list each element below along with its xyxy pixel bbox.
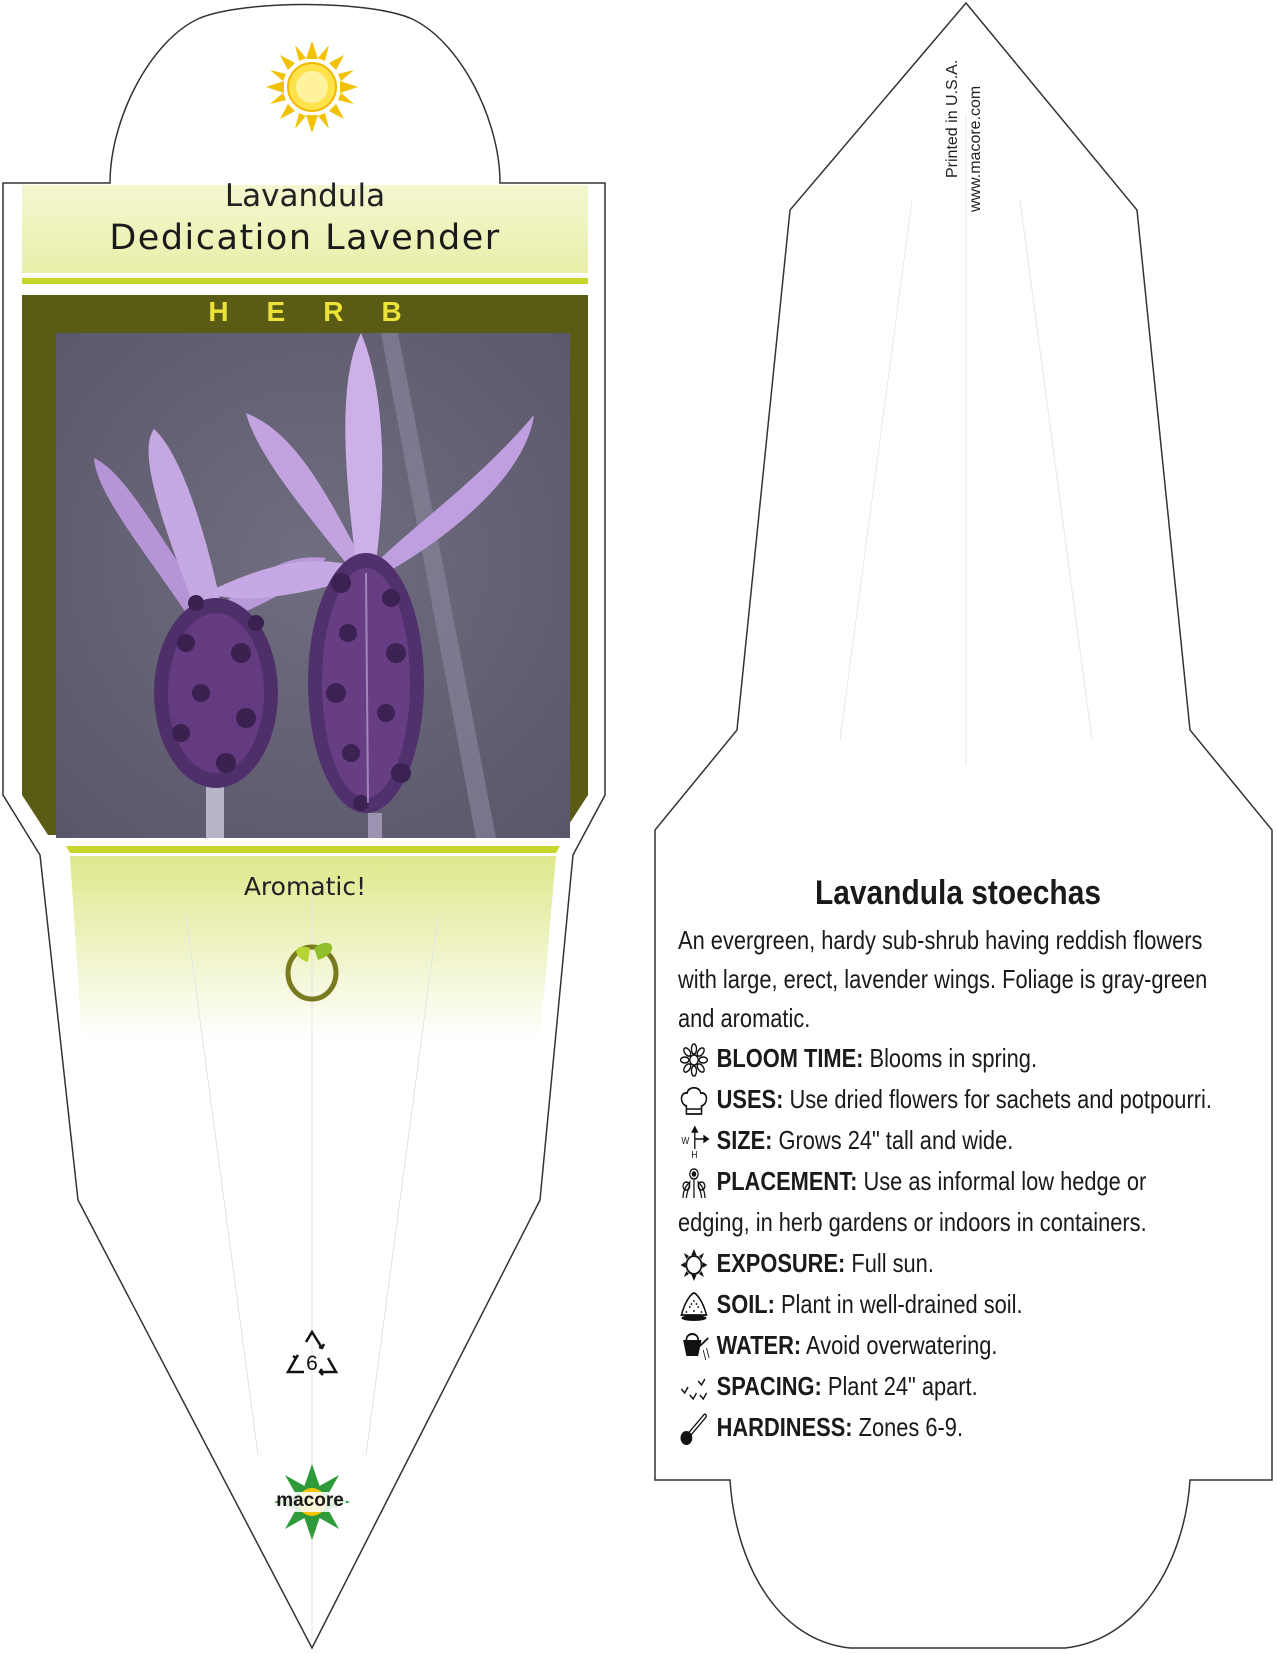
plant-category: HERB xyxy=(208,296,440,327)
brand-name: macore xyxy=(276,1490,344,1511)
thermometer-icon xyxy=(678,1412,712,1446)
scientific-name: Lavandula stoechas xyxy=(814,874,1101,912)
attr-text: Avoid overwatering. xyxy=(801,1330,998,1360)
attr-exposure xyxy=(678,1243,1238,1284)
attr-text: Grows 24" tall and wide. xyxy=(772,1125,1014,1155)
attr-label: HARDINESS: xyxy=(716,1412,853,1442)
plant-photo xyxy=(56,333,570,838)
attr-placement-continued: edging, in herb gardens or indoors in containers. xyxy=(678,1207,1147,1237)
plant-genus: Lavandula xyxy=(224,178,386,214)
attr-text: Plant 24" apart. xyxy=(821,1371,978,1401)
attr-label: USES: xyxy=(716,1084,784,1114)
sun-icon xyxy=(678,1248,712,1282)
attr-label: EXPOSURE: xyxy=(716,1248,846,1278)
attr-label: SIZE: xyxy=(716,1125,773,1155)
attr-placement xyxy=(678,1161,1238,1202)
plant-tagline: Aromatic! xyxy=(243,872,367,901)
attr-bloom-time xyxy=(678,1038,1238,1079)
care-info xyxy=(678,874,1238,1448)
chef-hat-icon xyxy=(678,1084,712,1118)
attr-label: PLACEMENT: xyxy=(716,1166,858,1196)
attr-label: SOIL: xyxy=(716,1289,775,1319)
attr-text: Use as informal low hedge or xyxy=(857,1166,1147,1196)
size-arrows-icon xyxy=(678,1125,712,1159)
title-accent-line xyxy=(22,278,588,284)
svg-text:H: H xyxy=(691,1149,698,1160)
placement-icon xyxy=(678,1166,712,1200)
attr-uses xyxy=(678,1079,1238,1120)
attr-water xyxy=(678,1325,1238,1366)
svg-text:W: W xyxy=(681,1135,690,1147)
website-label: www.macore.com xyxy=(967,85,984,212)
plant-common-name: Dedication Lavender xyxy=(109,218,501,258)
plant-description: An evergreen, hardy sub-shrub having reddish flowers with large, erect, lavender wings. Foliage is gray-green and aromatic. xyxy=(678,925,1208,1033)
attr-label: SPACING: xyxy=(716,1371,822,1401)
attr-text: Plant in well-drained soil. xyxy=(774,1289,1023,1319)
attr-size xyxy=(678,1120,1238,1161)
attr-text: Use dried flowers for sachets and potpourri. xyxy=(783,1084,1212,1114)
attr-text: Full sun. xyxy=(845,1248,934,1278)
attr-soil xyxy=(678,1284,1238,1325)
recycle-number: 6 xyxy=(306,1352,318,1375)
flower-icon xyxy=(678,1043,712,1077)
attr-text: Zones 6-9. xyxy=(852,1412,964,1442)
watering-can-icon xyxy=(678,1330,712,1364)
lower-accent-line xyxy=(66,846,560,853)
attr-label: BLOOM TIME: xyxy=(716,1043,864,1073)
spacing-icon xyxy=(678,1371,712,1405)
attr-label: WATER: xyxy=(716,1330,802,1360)
attr-spacing xyxy=(678,1366,1238,1407)
printed-in-label: Printed in U.S.A. xyxy=(944,59,961,178)
soil-icon xyxy=(678,1289,712,1323)
attr-hardiness xyxy=(678,1407,1238,1448)
attr-text: Blooms in spring. xyxy=(863,1043,1038,1073)
